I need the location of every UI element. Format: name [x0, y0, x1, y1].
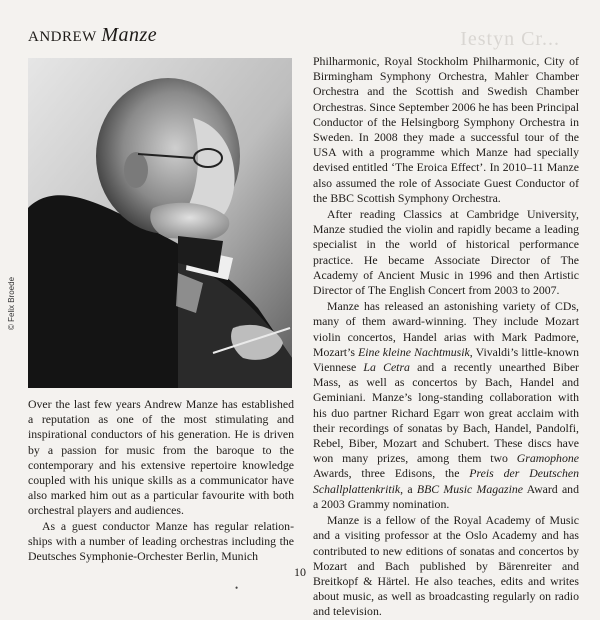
text-run: Manze has released an astonishing variety of CDs, many of them award-winning. They include Mozart violin concertos, Handel arias with Mark Padmore, Mozart’s [313, 299, 579, 359]
paragraph: Over the last few years Andrew Manze has established a reputation as one of the most stimulating and inspirational conductors of his generation. He is driven by a passion for music from the baroque to the contemporary and his extensive repertoire knowledge coupled with his unique skills as a communicator have also marked him out as a particular favourite with both orchestral players and audiences. [28, 397, 294, 518]
portrait-photo [28, 58, 292, 388]
paragraph: After reading Classics at Cambridge University, Manze studied the violin and rapidly became a leading specialist in the world of historical performance practice. He became Associate Director of The Academy of Ancient Music in 1996 and then Artistic Director of The English Concert from 2003 to 2007. [313, 207, 579, 298]
photo-credit: © Felix Broede [7, 276, 16, 330]
text-run: and a recently unearthed Biber Mass, as well as concertos by Bach, Handel and Geminiani. Manze’s long-standing collaboration with his duo partner Richard Egarr won great acclaim with their recordings of sonatas by Bach, Handel, Pandolfi, Rebel, Biber, Mozart and Schubert. These discs have won many prizes, among them two [313, 360, 579, 466]
award-title: Preis der Deutschen Schallplattenkritik [313, 466, 579, 496]
work-title: Eine kleine Nachtmusik [358, 344, 470, 359]
page-title [28, 24, 157, 47]
right-column [313, 54, 579, 620]
paragraph [313, 299, 579, 512]
paragraph: As a guest conductor Manze has regular relation-ships with a number of leading orchestras including the Deutsches Symphonie-Orchester Berlin, Munich [28, 518, 294, 564]
paragraph: Philharmonic, Royal Stockholm Philharmonic, City of Birmingham Symphony Orchestra, Mahler Chamber Orchestra and the Scottish and Swedish Chamber Orchestras. Since September 2006 he has been Principal Conductor of the Helsingborg Symphony Orchestra in Sweden. In 2008 they made a successful tour of the USA with a programme which Manze had specially devised entitled ‘The Eroica Effect’. In 2010–11 Manze also assumed the role of Associate Guest Conductor of the BBC Scottish Symphony Orchestra. [313, 54, 580, 205]
page-number: 10 [294, 565, 306, 579]
text-run: Award and a 2003 Grammy nomination. [313, 481, 579, 511]
text-run: , a [400, 481, 417, 496]
last-name: Manze [101, 24, 158, 46]
left-column [28, 397, 294, 564]
magazine-title: BBC Music Magazine [416, 481, 524, 496]
work-title: La Cetra [363, 360, 410, 375]
text-run: , Vivaldi’s little-known Viennese [313, 344, 579, 375]
portrait-image [28, 58, 292, 388]
magazine-title: Gramophone [516, 451, 579, 466]
text-run: Awards, three Edisons, the [313, 466, 470, 481]
bottom-mark: • [235, 583, 239, 593]
first-name: ANDREW [28, 29, 97, 45]
bleed-through-heading: Iestyn Cr... [460, 28, 560, 50]
paragraph: Manze is a fellow of the Royal Academy of Music and a visiting professor at the Oslo Academy and has contributed to new editions of sonatas and concertos by Mozart and Bach published by Bärenreiter and Breitkopf & Härtel. He also teaches, edits and writes about music, as well as broadcasting regularly on radio and television. [313, 513, 579, 619]
